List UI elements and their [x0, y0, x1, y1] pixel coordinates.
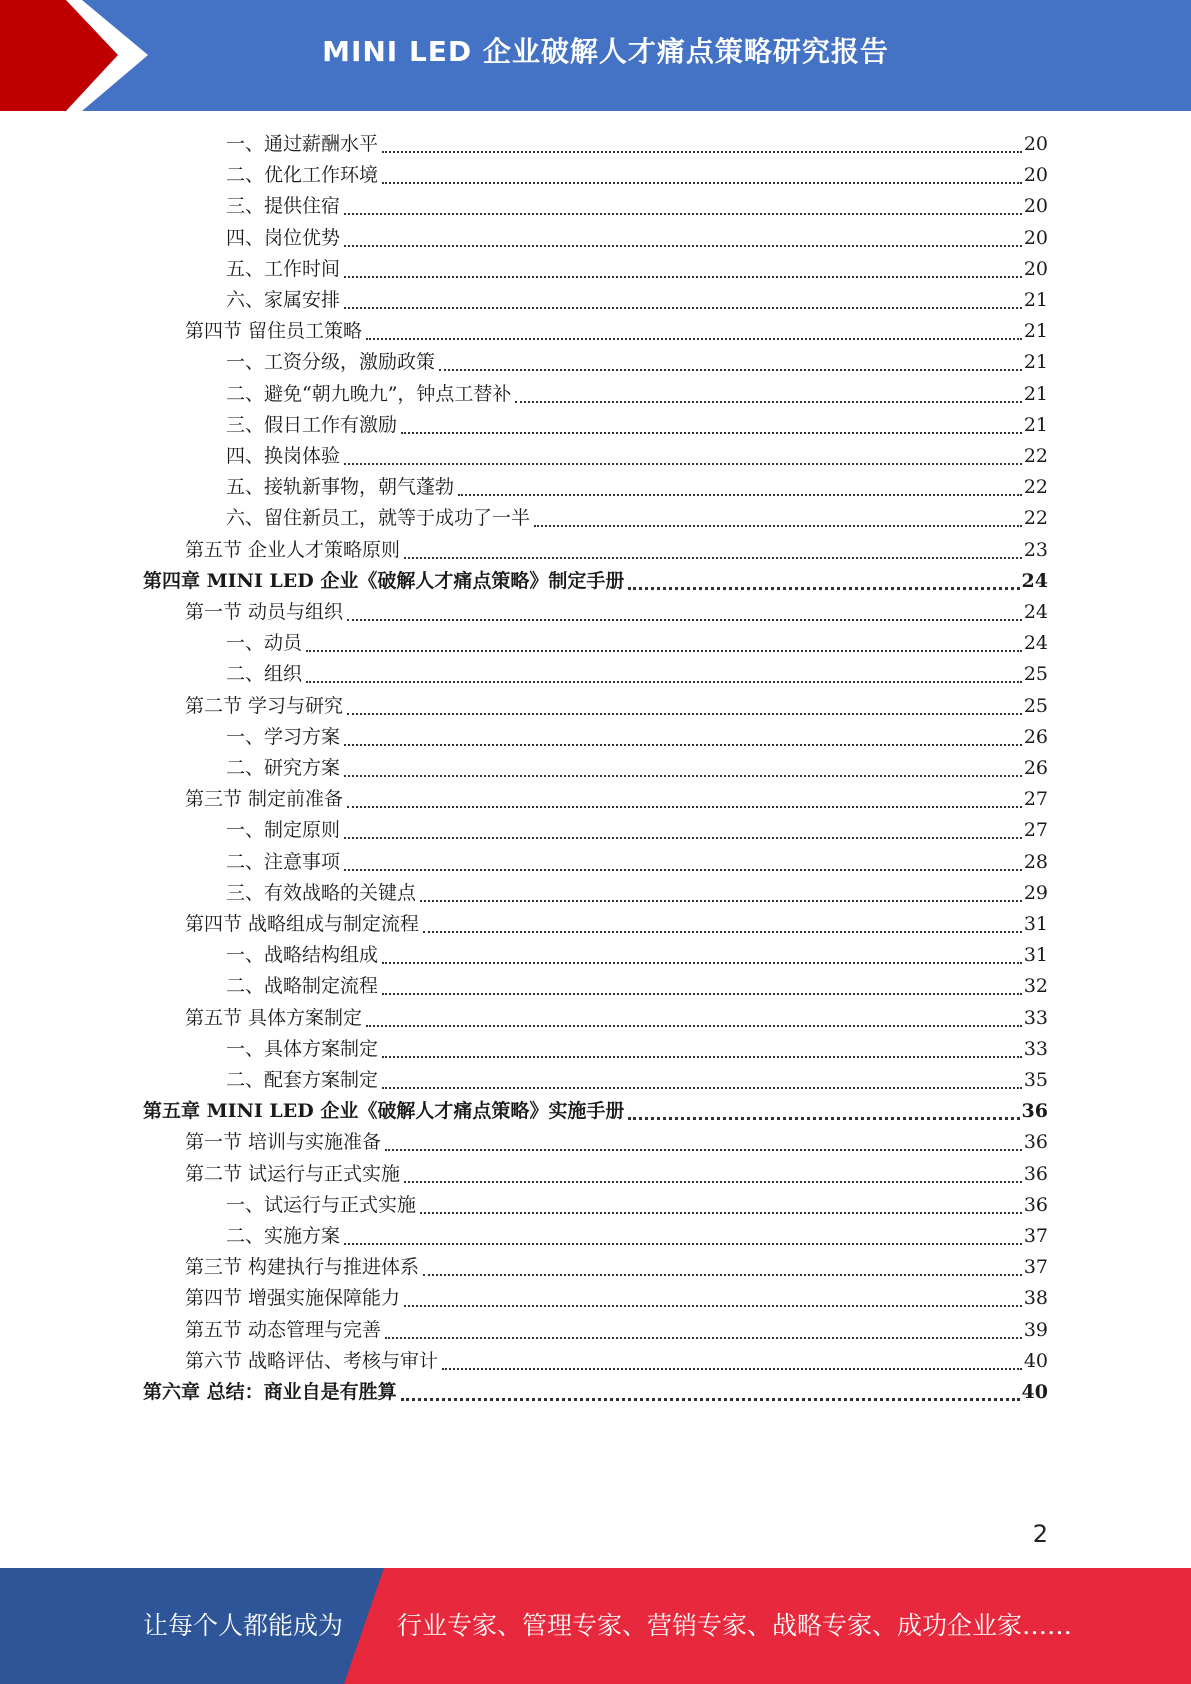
- toc-dot-leader: [306, 672, 1022, 683]
- toc-entry-page: 33: [1023, 1006, 1048, 1029]
- toc-entry-label: 二、优化工作环境: [226, 164, 379, 187]
- toc-entry[interactable]: [226, 285, 1048, 316]
- toc-entry-page: 22: [1023, 507, 1048, 530]
- toc-entry[interactable]: [185, 316, 1048, 347]
- toc-entry-page: 22: [1023, 445, 1048, 467]
- page-number: 2: [1032, 1520, 1048, 1548]
- toc-entry-page: 35: [1023, 1069, 1048, 1091]
- toc-entry-label: 五、接轨新事物，朝气蓬勃: [226, 476, 455, 499]
- toc-entry[interactable]: [226, 847, 1048, 878]
- toc-entry-page: 27: [1023, 819, 1048, 842]
- toc-entry-label: 一、试运行与正式实施: [226, 1193, 417, 1216]
- toc-dot-leader: [382, 953, 1022, 964]
- toc-entry[interactable]: [226, 1034, 1048, 1065]
- toc-dot-leader: [344, 860, 1022, 871]
- toc-dot-leader: [366, 329, 1022, 340]
- toc-entry-label: 第二节 试运行与正式实施: [185, 1162, 401, 1185]
- toc-entry-page: 21: [1023, 320, 1048, 343]
- toc-dot-leader: [344, 236, 1022, 247]
- toc-dot-leader: [382, 984, 1022, 995]
- toc-entry-page: 24: [1023, 601, 1048, 623]
- toc-entry-page: 36: [1023, 1131, 1048, 1154]
- toc-dot-leader: [401, 423, 1022, 434]
- page-header: [0, 0, 1191, 111]
- toc-entry-page: 37: [1023, 1225, 1048, 1247]
- toc-entry-label: 第五节 具体方案制定: [185, 1006, 363, 1029]
- toc-dot-leader: [404, 548, 1022, 559]
- toc-entry-page: 31: [1023, 913, 1048, 935]
- toc-entry-label: 一、动员: [226, 632, 303, 655]
- toc-entry[interactable]: [226, 472, 1048, 503]
- toc-entry-page: 20: [1023, 133, 1048, 155]
- footer-slogan-left: 让每个人都能成为: [143, 1611, 344, 1640]
- toc-dot-leader: [420, 1203, 1022, 1214]
- toc-entry-label: 六、留住新员工，就等于成功了一半: [226, 507, 531, 530]
- toc-entry-page: 26: [1023, 757, 1048, 779]
- toc-entry-page: 38: [1023, 1287, 1048, 1310]
- toc-entry[interactable]: [185, 1003, 1048, 1034]
- toc-entry-label: 六、家属安排: [226, 289, 341, 311]
- toc-dot-leader: [382, 1047, 1022, 1058]
- toc-entry-label: 第五节 企业人才策略原则: [185, 538, 401, 561]
- toc-entry-page: 21: [1023, 413, 1048, 436]
- toc-entry[interactable]: [143, 566, 1048, 597]
- toc-dot-leader: [423, 1265, 1022, 1276]
- toc-entry-label: 五、工作时间: [226, 257, 341, 280]
- toc-entry[interactable]: [226, 628, 1048, 659]
- toc-entry-label: 一、通过薪酬水平: [226, 133, 379, 155]
- toc-entry[interactable]: [226, 1065, 1048, 1096]
- toc-entry-page: 40: [1021, 1381, 1048, 1403]
- toc-entry-page: 32: [1023, 975, 1048, 998]
- toc-entry-label: 二、配套方案制定: [226, 1069, 379, 1091]
- toc-dot-leader: [420, 891, 1022, 902]
- toc-entry-label: 一、制定原则: [226, 819, 341, 842]
- toc-entry[interactable]: [226, 160, 1048, 191]
- toc-dot-leader: [344, 454, 1022, 465]
- toc-dot-leader: [458, 485, 1022, 496]
- toc-entry[interactable]: [226, 722, 1048, 753]
- toc-entry-page: 21: [1023, 382, 1048, 405]
- toc-dot-leader: [515, 392, 1021, 403]
- toc-entry-label: 二、组织: [226, 663, 303, 686]
- toc-dot-leader: [628, 1108, 1019, 1120]
- toc-entry[interactable]: [143, 1377, 1048, 1408]
- toc-entry[interactable]: [226, 503, 1048, 534]
- toc-entry[interactable]: [185, 1252, 1048, 1283]
- toc-entry-page: 22: [1023, 476, 1048, 499]
- toc-entry-page: 25: [1023, 694, 1048, 717]
- toc-entry-label: 第四节 增强实施保障能力: [185, 1287, 401, 1310]
- toc-entry[interactable]: [226, 1190, 1048, 1221]
- toc-entry-page: 24: [1023, 632, 1048, 655]
- toc-entry-page: 31: [1023, 944, 1048, 967]
- toc-entry[interactable]: [185, 691, 1048, 722]
- toc-entry-label: 二、战略制定流程: [226, 975, 379, 998]
- toc-entry[interactable]: [226, 815, 1048, 846]
- toc-entry-label: 二、注意事项: [226, 850, 341, 873]
- toc-entry[interactable]: [185, 1127, 1048, 1158]
- toc-entry[interactable]: [226, 878, 1048, 909]
- toc-entry-label: 第五章 MINI LED 企业《破解人才痛点策略》实施手册: [143, 1100, 625, 1123]
- toc-dot-leader: [347, 610, 1022, 621]
- toc-entry-page: 29: [1023, 881, 1048, 904]
- toc-entry[interactable]: [185, 1283, 1048, 1314]
- toc-entry-label: 第一节 培训与实施准备: [185, 1131, 382, 1154]
- toc-dot-leader: [628, 578, 1019, 590]
- toc-dot-leader: [382, 142, 1022, 153]
- toc-dot-leader: [382, 173, 1022, 184]
- toc-dot-leader: [366, 1016, 1022, 1027]
- toc-entry[interactable]: [226, 753, 1048, 784]
- toc-entry-label: 第六章 总结：商业自是有胜算: [143, 1381, 397, 1403]
- toc-entry-page: 21: [1023, 289, 1048, 311]
- toc-entry-page: 28: [1023, 850, 1048, 873]
- toc-entry-label: 第六节 战略评估、考核与审计: [185, 1349, 439, 1372]
- toc-entry-label: 二、实施方案: [226, 1225, 341, 1247]
- toc-entry-page: 40: [1023, 1349, 1048, 1372]
- toc-entry[interactable]: [185, 597, 1048, 628]
- toc-entry[interactable]: [226, 223, 1048, 254]
- toc-entry-label: 第四章 MINI LED 企业《破解人才痛点策略》制定手册: [143, 569, 625, 592]
- toc-entry-label: 第四节 战略组成与制定流程: [185, 913, 420, 935]
- toc-entry[interactable]: [185, 1159, 1048, 1190]
- toc-entry-label: 第五节 动态管理与完善: [185, 1318, 382, 1341]
- toc-entry-label: 一、战略结构组成: [226, 944, 379, 967]
- toc-entry[interactable]: [226, 659, 1048, 690]
- toc-entry-page: 20: [1023, 195, 1048, 218]
- toc-entry-page: 36: [1021, 1100, 1048, 1123]
- toc-entry-page: 33: [1023, 1037, 1048, 1060]
- toc-entry-page: 39: [1023, 1318, 1048, 1341]
- toc-dot-leader: [385, 1140, 1022, 1151]
- toc-dot-leader: [344, 735, 1022, 746]
- toc-entry-label: 一、工资分级，激励政策: [226, 351, 436, 374]
- toc-dot-leader: [344, 267, 1022, 278]
- toc-dot-leader: [344, 828, 1022, 839]
- toc-dot-leader: [382, 1078, 1022, 1089]
- toc-entry-label: 第四节 留住员工策略: [185, 320, 363, 343]
- toc-entry-page: 26: [1023, 725, 1048, 748]
- toc-dot-leader: [344, 298, 1022, 309]
- toc-entry[interactable]: [185, 1346, 1048, 1377]
- toc-entry-page: 20: [1023, 164, 1048, 187]
- toc-entry-page: 20: [1023, 226, 1048, 249]
- toc-entry-label: 第三节 构建执行与推进体系: [185, 1256, 420, 1279]
- toc-dot-leader: [442, 1359, 1022, 1370]
- toc-entry-label: 第一节 动员与组织: [185, 601, 344, 623]
- toc-dot-leader: [404, 1172, 1022, 1183]
- toc-entry[interactable]: [226, 191, 1048, 222]
- toc-entry-label: 二、避免“朝九晚九”，钟点工替补: [226, 382, 512, 405]
- toc-entry[interactable]: [226, 379, 1048, 410]
- toc-entry-page: 20: [1023, 257, 1048, 280]
- toc-dot-leader: [306, 641, 1022, 652]
- header-title: MINI LED 企业破解人才痛点策略研究报告: [322, 35, 889, 68]
- toc-entry-label: 一、学习方案: [226, 725, 341, 748]
- toc-entry-label: 三、假日工作有激励: [226, 413, 398, 436]
- toc-entry[interactable]: [185, 909, 1048, 940]
- toc-entry[interactable]: [226, 347, 1048, 378]
- toc-dot-leader: [401, 1389, 1020, 1401]
- toc-entry-page: 36: [1023, 1193, 1048, 1216]
- toc-entry-label: 四、换岗体验: [226, 445, 341, 467]
- toc-entry[interactable]: [226, 1221, 1048, 1252]
- toc-entry-label: 二、研究方案: [226, 757, 341, 779]
- toc-entry-label: 一、具体方案制定: [226, 1037, 379, 1060]
- toc-entry-page: 21: [1023, 351, 1048, 374]
- toc-dot-leader: [344, 766, 1022, 777]
- toc-entry-page: 27: [1023, 788, 1048, 811]
- toc-entry[interactable]: [226, 129, 1048, 160]
- toc-dot-leader: [344, 1234, 1022, 1245]
- toc-entry-page: 25: [1023, 663, 1048, 686]
- toc-dot-leader: [347, 704, 1022, 715]
- toc-dot-leader: [404, 1296, 1022, 1307]
- toc-dot-leader: [347, 797, 1022, 808]
- toc-entry-page: 24: [1021, 569, 1048, 592]
- toc-entry[interactable]: [185, 535, 1048, 566]
- footer-slogan-right: 行业专家、管理专家、营销专家、战略专家、成功企业家……: [397, 1611, 1073, 1640]
- toc-dot-leader: [534, 516, 1022, 527]
- toc-dot-leader: [423, 922, 1022, 933]
- toc-dot-leader: [385, 1328, 1022, 1339]
- toc-entry-page: 37: [1023, 1256, 1048, 1279]
- toc-entry[interactable]: [185, 784, 1048, 815]
- toc-entry[interactable]: [226, 441, 1048, 472]
- toc-entry-label: 三、有效战略的关键点: [226, 881, 417, 904]
- toc-entry-label: 第三节 制定前准备: [185, 788, 344, 811]
- toc-entry[interactable]: [226, 410, 1048, 441]
- toc-entry[interactable]: [226, 971, 1048, 1002]
- toc-entry-label: 三、提供住宿: [226, 195, 341, 218]
- toc-entry-label: 第二节 学习与研究: [185, 694, 344, 717]
- toc-entry[interactable]: [226, 940, 1048, 971]
- toc-entry[interactable]: [185, 1315, 1048, 1346]
- toc-entry-label: 四、岗位优势: [226, 226, 341, 249]
- toc-dot-leader: [439, 360, 1022, 371]
- toc-entry-page: 23: [1023, 538, 1048, 561]
- page-footer: [0, 1568, 1191, 1684]
- toc-entry[interactable]: [143, 1096, 1048, 1127]
- toc-entry[interactable]: [226, 254, 1048, 285]
- toc-dot-leader: [344, 204, 1022, 215]
- toc-entry-page: 36: [1023, 1162, 1048, 1185]
